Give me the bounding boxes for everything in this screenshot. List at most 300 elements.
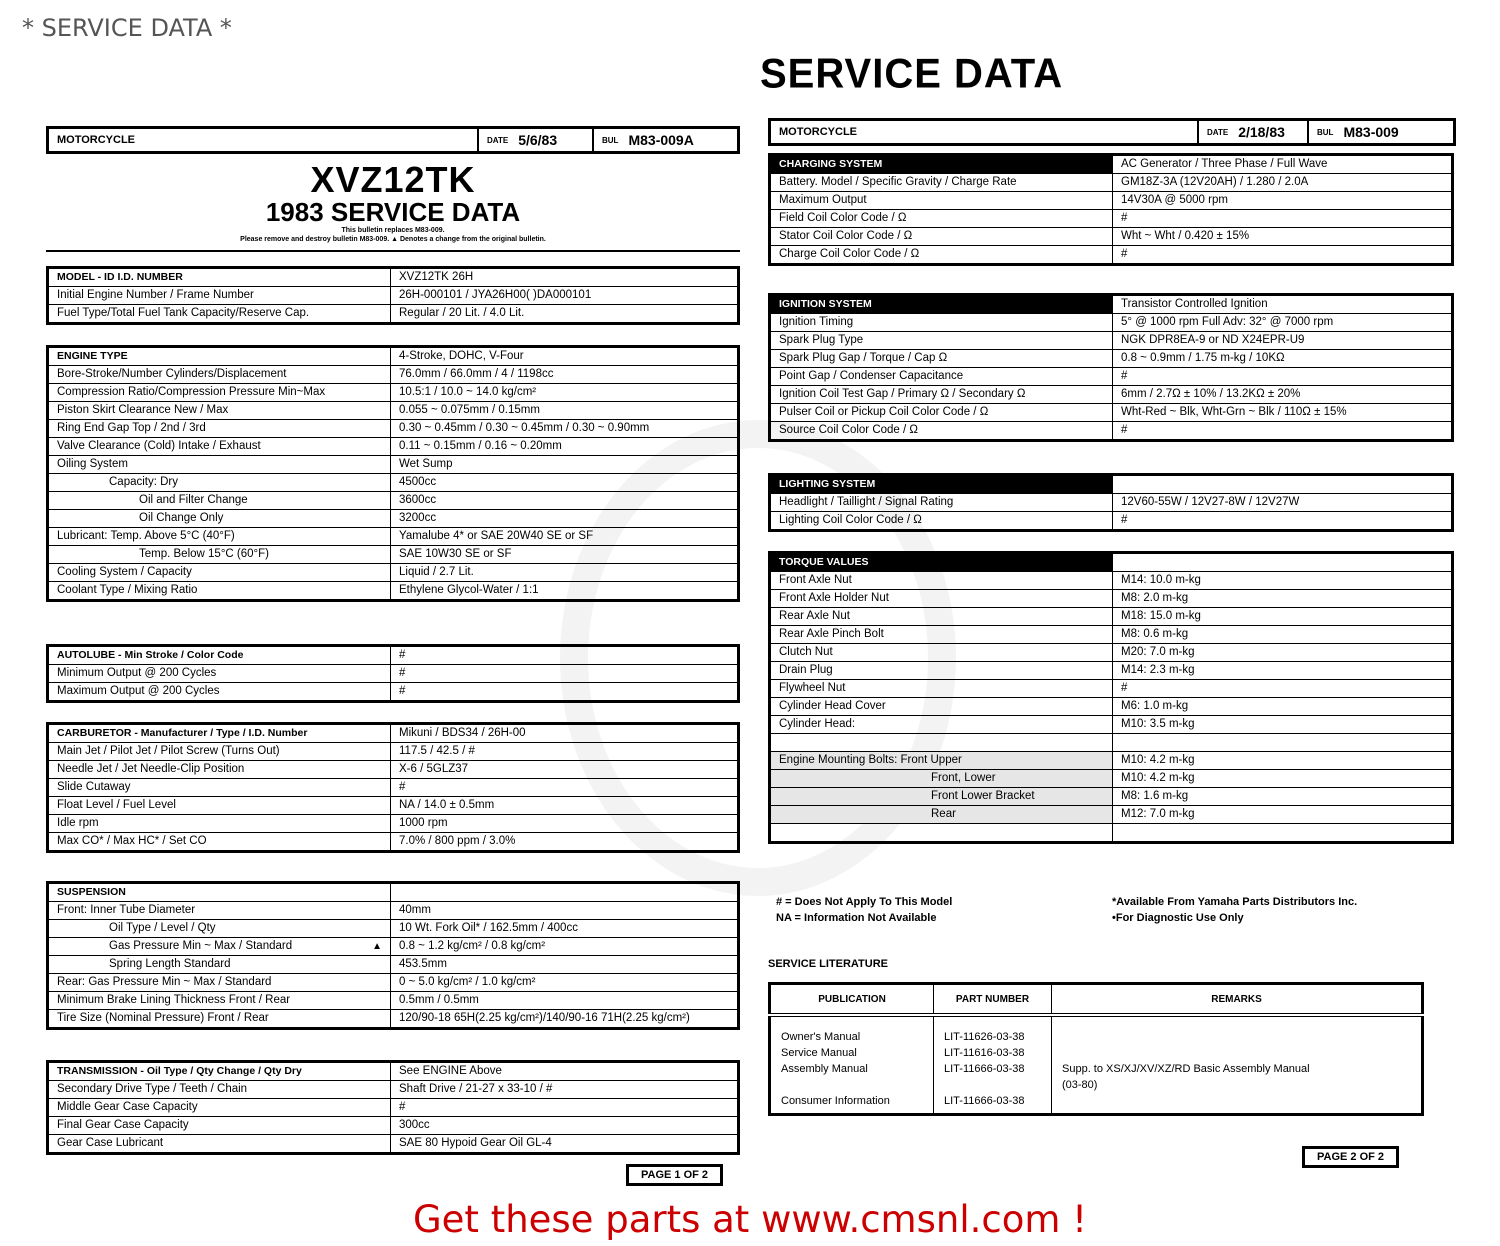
spec-row [48,761,739,779]
section-title [48,724,391,743]
spec-label-text: Rear Axle Nut [779,610,850,622]
spec-value: Wht-Red ~ Blk, Wht-Grn ~ Blk / 110Ω ± 15% [1113,404,1453,422]
spec-label-text: IGNITION SYSTEM [779,298,872,310]
spec-label [48,779,391,797]
spec-label [48,683,391,702]
spec-label-text: Oiling System [57,458,128,470]
spec-row [48,492,739,510]
spec-value: Ethylene Glycol-Water / 1:1 [391,582,739,601]
spec-label [770,626,1113,644]
spec-label-text: Battery. Model / Specific Gravity / Charge Rate [779,176,1017,188]
changed-triangle-icon: ▲ [372,941,382,952]
spec-value: 0.5mm / 0.5mm [391,992,739,1010]
spec-label-text: Rear: Gas Pressure Min ~ Max / Standard [57,976,272,988]
spec-value: 120/90-18 65H(2.25 kg/cm²)/140/90-16 71H(2.25 kg/cm²) [391,1010,739,1029]
carburetor-table [46,722,740,853]
section-header-row [770,155,1453,174]
legend-na-symbol: # = Does Not Apply To This Model [776,896,953,908]
engine-table [46,345,740,602]
spec-label-text: Capacity: Dry [109,476,179,488]
spec-row [770,192,1453,210]
spec-label [48,474,391,492]
spec-value: 0.055 ~ 0.075mm / 0.15mm [391,402,739,420]
spec-label-text: Drain Plug [779,664,833,676]
date-label: DATE [487,135,509,145]
spec-label-text: Point Gap / Condenser Capacitance [779,370,964,382]
spec-label [48,956,391,974]
spec-value: 0 ~ 5.0 kg/cm² / 1.0 kg/cm² [391,974,739,992]
spec-label [770,174,1113,192]
spec-row [48,420,739,438]
spec-value: 453.5mm [391,956,739,974]
spec-row [770,494,1453,512]
legend-right [1112,894,1357,926]
spec-label-text: CHARGING SYSTEM [779,158,883,170]
spec-value [1113,824,1453,843]
spec-value: 0.8 ~ 0.9mm / 1.75 m-kg / 10KΩ [1113,350,1453,368]
page-1-label: PAGE 1 OF 2 [626,1164,723,1186]
spec-value: 1000 rpm [391,815,739,833]
footer-ad-link[interactable]: Get these parts at www.cmsnl.com ! [412,1198,1087,1241]
spec-value: 3200cc [391,510,739,528]
spec-row [48,1135,739,1154]
spec-value: Wht ~ Wht / 0.420 ± 15% [1113,228,1453,246]
spec-label [48,1081,391,1099]
spec-label-text: Ignition Coil Test Gap / Primary Ω / Secondary Ω [779,388,1026,400]
spec-label-text: MODEL - ID I.D. NUMBER [57,271,183,283]
spec-value: Regular / 20 Lit. / 4.0 Lit. [391,305,739,324]
category-label: MOTORCYCLE [771,121,1199,143]
page2-header [768,118,1456,146]
spec-value: 3600cc [391,492,739,510]
spec-row [770,752,1453,770]
spec-value: 14V30A @ 5000 rpm [1113,192,1453,210]
spec-label [48,384,391,402]
lighting-table [768,473,1454,532]
spec-value: # [391,779,739,797]
spec-label [48,974,391,992]
spec-row [48,1099,739,1117]
spec-label-text: Cylinder Head Cover [779,700,886,712]
spec-label [48,797,391,815]
spec-value [1113,734,1453,752]
spec-label-text: Front Axle Holder Nut [779,592,889,604]
spec-label-text: Headlight / Taillight / Signal Rating [779,496,954,508]
spec-row [48,305,739,324]
spec-value [391,883,739,902]
spec-label-text: Clutch Nut [779,646,833,658]
spec-label-text: Field Coil Color Code / Ω [779,212,907,224]
spec-row [770,386,1453,404]
spec-label-text: Needle Jet / Jet Needle-Clip Position [57,763,245,775]
spec-label-text: Middle Gear Case Capacity [57,1101,198,1113]
section-title [48,1062,391,1081]
page-2-label: PAGE 2 OF 2 [1302,1146,1399,1168]
spec-row [48,920,739,938]
spec-row [770,368,1453,386]
spec-label-text: Source Coil Color Code / Ω [779,424,918,436]
spec-row [48,402,739,420]
spec-row [770,332,1453,350]
spec-value: Transistor Controlled Ignition [1113,295,1453,314]
spec-label-text: Tire Size (Nominal Pressure) Front / Rear [57,1012,269,1024]
spec-label-text: Spark Plug Gap / Torque / Cap Ω [779,352,948,364]
spec-value: Mikuni / BDS34 / 26H-00 [391,724,739,743]
section-title [48,347,391,366]
spec-label [48,287,391,305]
spec-label [48,510,391,528]
spec-label [48,438,391,456]
spec-value [1113,553,1453,572]
spec-row [770,350,1453,368]
spec-label [770,494,1113,512]
spec-value: # [391,665,739,683]
bulletin-number: M83-009A [628,132,694,148]
spec-value: M8: 2.0 m-kg [1113,590,1453,608]
spec-label [770,314,1113,332]
spec-label [770,386,1113,404]
spec-row [770,404,1453,422]
spec-label [770,608,1113,626]
spec-label [48,1135,391,1154]
spec-label [770,698,1113,716]
spec-row [770,174,1453,192]
spec-value: SAE 10W30 SE or SF [391,546,739,564]
spec-value: M6: 1.0 m-kg [1113,698,1453,716]
spec-label-text: Cooling System / Capacity [57,566,192,578]
spec-value: # [391,1099,739,1117]
spec-value: NA / 14.0 ± 0.5mm [391,797,739,815]
spec-row [770,572,1453,590]
spec-label-text: Maximum Output @ 200 Cycles [57,685,220,697]
spec-label-text: Rear Axle Pinch Bolt [779,628,884,640]
publication-list: Owner's Manual Service Manual Assembly Manual Consumer Information [770,1015,934,1115]
spec-row [48,815,739,833]
spec-label-text: AUTOLUBE - Min Stroke / Color Code [57,649,244,661]
spec-label [48,366,391,384]
service-literature-title: SERVICE LITERATURE [768,958,888,970]
bulletin-label: BUL [1317,127,1334,137]
spec-label [48,761,391,779]
section-header-row [48,883,739,902]
spec-value: 40mm [391,902,739,920]
spec-label-text: Gas Pressure Min ~ Max / Standard [109,940,293,952]
spec-value: M10: 4.2 m-kg [1113,752,1453,770]
section-header-row [770,475,1453,494]
spec-label [48,992,391,1010]
spec-value: M12: 7.0 m-kg [1113,806,1453,824]
spec-value: # [1113,368,1453,386]
spec-row [48,1010,739,1029]
spec-value: M10: 3.5 m-kg [1113,716,1453,734]
spec-value: 12V60-55W / 12V27-8W / 12V27W [1113,494,1453,512]
section-header-row [770,295,1453,314]
spec-label-text: Oil and Filter Change [139,494,248,506]
spec-row [770,608,1453,626]
spec-label [770,734,1113,752]
spec-label [770,210,1113,228]
spec-label [770,752,1113,770]
spec-label-text: Lubricant: Temp. Above 5°C (40°F) [57,530,235,542]
page-caption: * SERVICE DATA * [22,14,232,42]
spec-label-text: Front Axle Nut [779,574,852,586]
spec-value [1113,475,1453,494]
section-title [770,475,1113,494]
spec-value: Yamalube 4* or SAE 20W40 SE or SF [391,528,739,546]
spec-row [770,662,1453,680]
spec-row [770,246,1453,265]
spec-value: 0.8 ~ 1.2 kg/cm² / 0.8 kg/cm² [391,938,739,956]
section-title [770,553,1113,572]
spec-label [770,246,1113,265]
spec-value: NGK DPR8EA-9 or ND X24EPR-U9 [1113,332,1453,350]
spec-label-text: Engine Mounting Bolts: Front Upper [779,754,962,766]
spec-row [770,788,1453,806]
spec-value: M18: 15.0 m-kg [1113,608,1453,626]
spec-row [770,734,1453,752]
spec-value: X-6 / 5GLZ37 [391,761,739,779]
spec-row [48,902,739,920]
section-header-row [48,268,739,287]
spec-label [770,824,1113,843]
spec-label-text: Secondary Drive Type / Teeth / Chain [57,1083,248,1095]
spec-label [48,938,391,956]
spec-row [48,384,739,402]
spec-label-text: Valve Clearance (Cold) Intake / Exhaust [57,440,261,452]
spec-value: 7.0% / 800 ppm / 3.0% [391,833,739,852]
spec-label [770,662,1113,680]
spec-label [770,228,1113,246]
date-value: 2/18/83 [1238,124,1285,140]
spec-label [48,902,391,920]
spec-label [770,350,1113,368]
spec-row [770,210,1453,228]
spec-label [48,456,391,474]
section-header-row [48,347,739,366]
spec-label-text: TORQUE VALUES [779,556,869,568]
spec-label [770,404,1113,422]
date-value: 5/6/83 [518,132,558,148]
divider [46,250,740,252]
section-header-row [770,553,1453,572]
spec-value: M8: 1.6 m-kg [1113,788,1453,806]
category-label: MOTORCYCLE [49,129,479,151]
spec-label-text: Ignition Timing [779,316,854,328]
bulletin-label: BUL [602,135,619,145]
spec-label-text: Flywheel Nut [779,682,846,694]
spec-value: # [1113,680,1453,698]
spec-value: AC Generator / Three Phase / Full Wave [1113,155,1453,174]
section-title [770,295,1113,314]
spec-value: XVZ12TK 26H [391,268,739,287]
spec-label [770,770,1113,788]
spec-label [770,422,1113,441]
spec-label [770,512,1113,531]
spec-row [770,512,1453,531]
spec-label [770,368,1113,386]
autolube-table [46,644,740,703]
spec-label-text: Front, Lower [931,772,996,784]
spec-row [48,797,739,815]
spec-label-text: CARBURETOR - Manufacturer / Type / I.D. Number [57,727,308,739]
spec-value: Wet Sump [391,456,739,474]
service-data-title: SERVICE DATA [760,50,1064,98]
spec-label-text: Ring End Gap Top / 2nd / 3rd [57,422,206,434]
spec-label-text: Front: Inner Tube Diameter [57,904,196,916]
spec-value: Shaft Drive / 21-27 x 33-10 / # [391,1081,739,1099]
spec-label-text: Gear Case Lubricant [57,1137,164,1149]
spec-label-text: Final Gear Case Capacity [57,1119,189,1131]
spec-row [48,974,739,992]
spec-label-text: LIGHTING SYSTEM [779,478,876,490]
spec-label-text: Idle rpm [57,817,99,829]
spec-label-text: Float Level / Fuel Level [57,799,176,811]
spec-label-text: Minimum Brake Lining Thickness Front / Rear [57,994,291,1006]
spec-row [48,1117,739,1135]
spec-value: 26H-000101 / JYA26H00( )DA000101 [391,287,739,305]
spec-label [48,546,391,564]
spec-label-text: TRANSMISSION - Oil Type / Qty Change / Qty Dry [57,1065,302,1077]
spec-label [770,680,1113,698]
spec-value: # [1113,210,1453,228]
spec-row [48,743,739,761]
spec-label-text: Compression Ratio/Compression Pressure Min~Max [57,386,326,398]
section-header-row [48,724,739,743]
spec-value: M20: 7.0 m-kg [1113,644,1453,662]
spec-row [770,644,1453,662]
transmission-table [46,1060,740,1155]
spec-row [770,626,1453,644]
spec-row [770,680,1453,698]
spec-row [770,770,1453,788]
spec-label-text: Lighting Coil Color Code / Ω [779,514,922,526]
spec-label [48,665,391,683]
col-publication: PUBLICATION [770,984,934,1016]
spec-label-text: Minimum Output @ 200 Cycles [57,667,217,679]
spec-value: GM18Z-3A (12V20AH) / 1.280 / 2.0A [1113,174,1453,192]
spec-value: 300cc [391,1117,739,1135]
spec-row [48,510,739,528]
spec-label [48,528,391,546]
part-number-list: LIT-11626-03-38 LIT-11616-03-38 LIT-11666-03-38 LIT-11666-03-38 [934,1015,1052,1115]
spec-label-text: Slide Cutaway [57,781,131,793]
spec-row [48,992,739,1010]
ignition-table [768,293,1454,442]
spec-value: 76.0mm / 66.0mm / 4 / 1198cc [391,366,739,384]
charging-table [768,153,1454,266]
spec-label-text: Stator Coil Color Code / Ω [779,230,913,242]
spec-label-text: Main Jet / Pilot Jet / Pilot Screw (Turns Out) [57,745,280,757]
page1-header [46,126,740,154]
spec-row [770,806,1453,824]
spec-value: M14: 2.3 m-kg [1113,662,1453,680]
spec-label-text: Fuel Type/Total Fuel Tank Capacity/Reserve Cap. [57,307,310,319]
spec-row [770,698,1453,716]
spec-label [48,815,391,833]
spec-row [770,314,1453,332]
spec-label-text: SUSPENSION [57,886,126,898]
model-subtitle: 1983 SERVICE DATA [265,197,521,227]
spec-value: 10 Wt. Fork Oil* / 162.5mm / 400cc [391,920,739,938]
spec-label-text: Temp. Below 15°C (60°F) [139,548,269,560]
spec-label [770,716,1113,734]
spec-label-text: Coolant Type / Mixing Ratio [57,584,198,596]
spec-value: # [1113,246,1453,265]
suspension-table [46,881,740,1030]
col-remarks: REMARKS [1052,984,1423,1016]
spec-value: See ENGINE Above [391,1062,739,1081]
date-label: DATE [1207,127,1229,137]
spec-value: 10.5:1 / 10.0 ~ 14.0 kg/cm² [391,384,739,402]
spec-label-text: Charge Coil Color Code / Ω [779,248,920,260]
spec-label [48,743,391,761]
spec-row [48,938,739,956]
spec-row [48,833,739,852]
spec-row [48,438,739,456]
spec-label [770,332,1113,350]
spec-label-text: Bore-Stroke/Number Cylinders/Displacement [57,368,287,380]
spec-value: 0.11 ~ 0.15mm / 0.16 ~ 0.20mm [391,438,739,456]
spec-label-text: Maximum Output [779,194,867,206]
spec-row [770,422,1453,441]
torque-table [768,551,1454,844]
spec-label [770,644,1113,662]
spec-label-text: Cylinder Head: [779,718,856,730]
spec-label [770,806,1113,824]
spec-label [48,402,391,420]
spec-label-text: Initial Engine Number / Frame Number [57,289,254,301]
spec-label [770,590,1113,608]
legend-left [776,894,952,926]
spec-label [48,564,391,582]
remarks-text: Supp. to XS/XJ/XV/XZ/RD Basic Assembly Manual (03-80) [1052,1015,1423,1115]
spec-value: M14: 10.0 m-kg [1113,572,1453,590]
legend-na-info: NA = Information Not Available [776,912,937,924]
spec-value: # [391,683,739,702]
spec-label [48,1010,391,1029]
spec-value: 4500cc [391,474,739,492]
destroy-note: Please remove and destroy bulletin M83-009. ▲ Denotes a change from the original bulletin. [240,236,546,243]
spec-value: 117.5 / 42.5 / # [391,743,739,761]
spec-row [48,528,739,546]
spec-value: M10: 4.2 m-kg [1113,770,1453,788]
spec-label-text: Spring Length Standard [109,958,231,970]
spec-label-text: Pulser Coil or Pickup Coil Color Code / Ω [779,406,989,418]
spec-label [770,572,1113,590]
section-header-row [48,1062,739,1081]
section-title [48,646,391,665]
bulletin-number: M83-009 [1343,124,1399,140]
spec-label-text: Oil Change Only [139,512,224,524]
spec-row [48,474,739,492]
spec-label-text: ENGINE TYPE [57,350,128,362]
spec-value: # [1113,422,1453,441]
spec-value: 4-Stroke, DOHC, V-Four [391,347,739,366]
spec-value: M8: 0.6 m-kg [1113,626,1453,644]
col-part-number: PART NUMBER [934,984,1052,1016]
spec-row [48,564,739,582]
spec-label [48,305,391,324]
spec-label [48,1117,391,1135]
spec-label-text: Max CO* / Max HC* / Set CO [57,835,207,847]
spec-label [48,582,391,601]
legend-available: *Available From Yamaha Parts Distributors Inc. [1112,896,1358,908]
spec-value: SAE 80 Hypoid Gear Oil GL-4 [391,1135,739,1154]
section-title [48,268,391,287]
spec-row [48,956,739,974]
spec-label-text: Oil Type / Level / Qty [109,922,216,934]
spec-label [48,920,391,938]
